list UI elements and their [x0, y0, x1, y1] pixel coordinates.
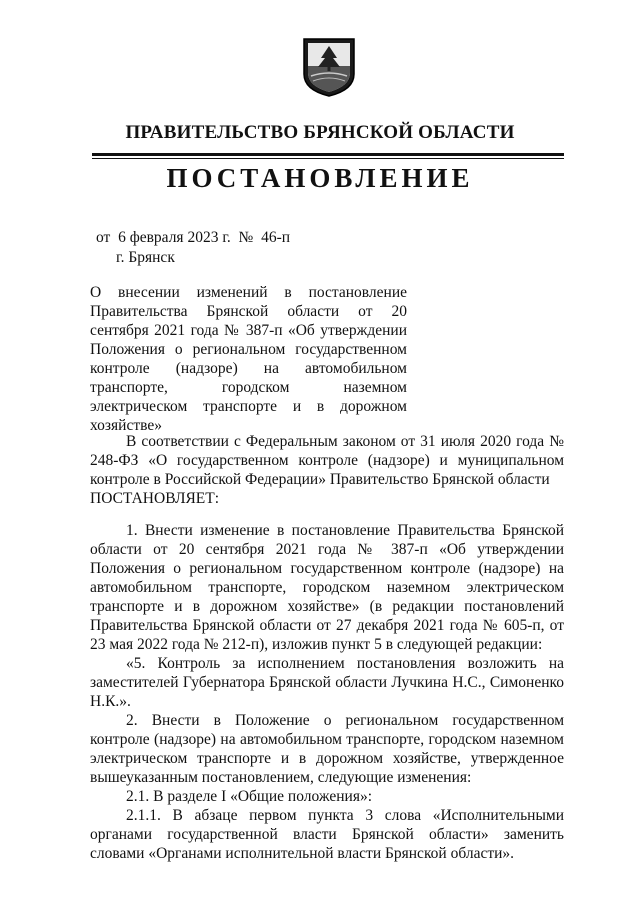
coat-of-arms-icon	[301, 36, 357, 98]
resolution-body	[90, 521, 564, 863]
paragraph: 2.1.1. В абзаце первом пункта 3 слова «Исполнительными органами государственной власти Брянской области» заменить словами «Органами исполнительной власти Брянской области».	[90, 807, 564, 862]
paragraph: 2. Внести в Положение о региональном государственном контроле (надзоре) на автомобильном транспорте, городском наземном электрическом транспорте и в дорожном хозяйстве, утвержденное вышеуказанным постановлением, следующие изменения:	[90, 712, 564, 786]
government-name: ПРАВИТЕЛЬСТВО БРЯНСКОЙ ОБЛАСТИ	[125, 122, 515, 143]
resolves-word: ПОСТАНОВЛЯЕТ:	[90, 490, 220, 507]
preamble	[90, 432, 564, 508]
header-rule-thin	[92, 158, 564, 159]
header-rule-thick	[92, 153, 564, 156]
paragraph: «5. Контроль за исполнением постановления возложить на заместителей Губернатора Брянской области Лучкина Н.С., Симоненко Н.К.».	[90, 655, 564, 710]
date-number-line: от 6 февраля 2023 г. № 46-п	[96, 229, 291, 246]
preamble-text: В соответствии с Федеральным законом от 31 июля 2020 года № 248-ФЗ «О государственном контроле (надзоре) и муниципальном контроле в Российской Федерации» Правительство Брянской области	[90, 433, 564, 488]
paragraph: 2.1. В разделе I «Общие положения»:	[126, 788, 373, 805]
paragraph: 1. Внести изменение в постановление Правительства Брянской области от 20 сентября 2021 года № 387-п «Об утверждении Положения о региональном государственном контроле (надзоре) на автомобильном транспорте, городском наземном электрическом транспорте и в дорожном хозяйстве» (в редакции постановлений Правительства Брянской области от 27 декабря 2021 года № 605-п, от 23 мая 2022 года № 212-п), изложив пункт 5 в следующей редакции:	[90, 522, 564, 653]
city-line: г. Брянск	[116, 249, 175, 266]
document-type-title: ПОСТАНОВЛЕНИЕ	[166, 163, 474, 193]
document-subject: О внесении изменений в постановление Правительства Брянской области от 20 сентября 2021 года № 387-п «Об утверждении Положения о региональном государственном контроле (надзоре) на автомобильном транспорте, городском наземном электрическом транспорте и в дорожном хозяйстве»	[90, 284, 407, 434]
